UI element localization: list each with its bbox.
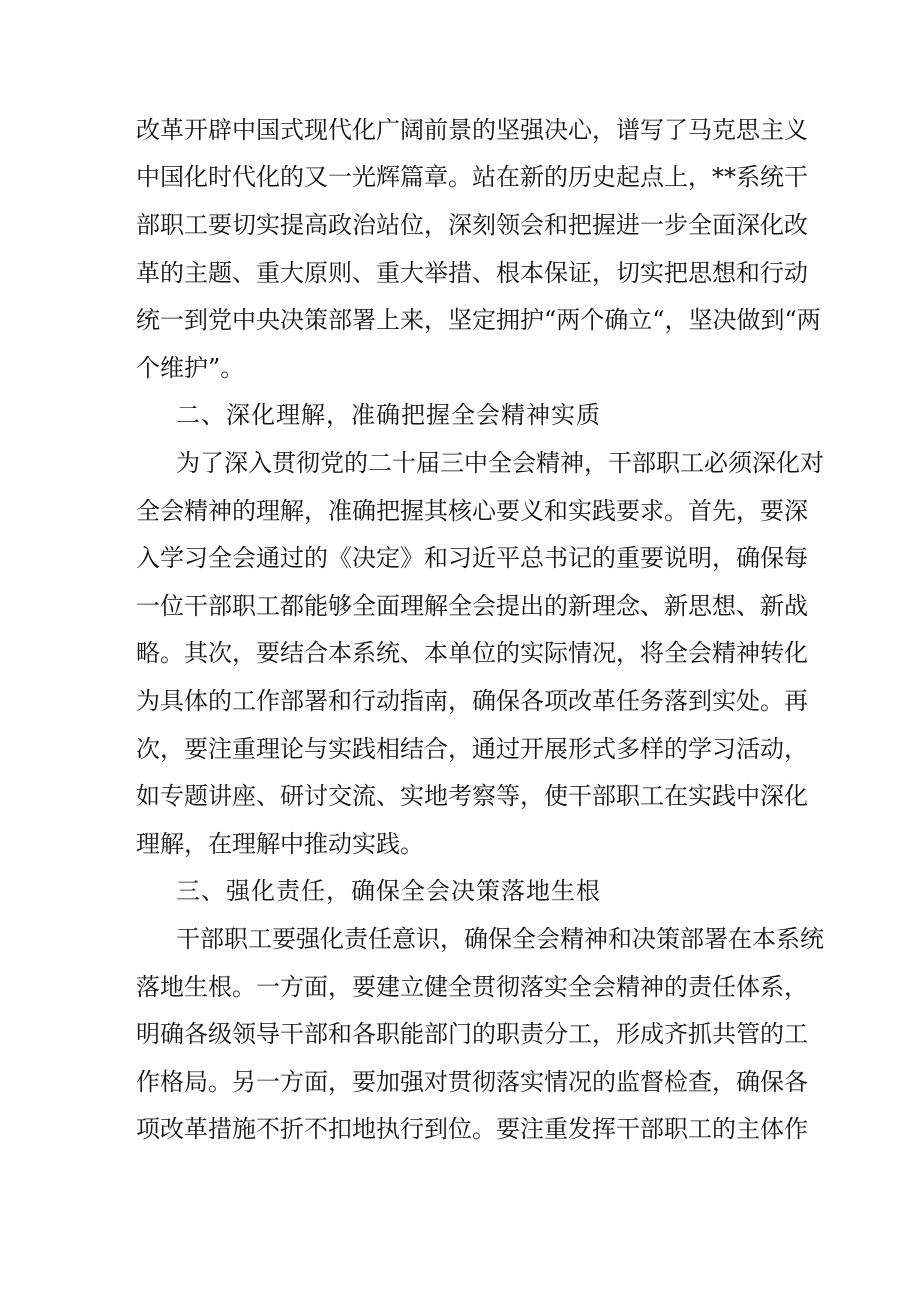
- paragraph-1-line-5: 统一到党中央决策部署上来，坚定拥护“两个确立“，坚决做到“两: [136, 306, 821, 334]
- paragraph-1-line-2: 中国化时代化的又一光辉篇章。站在新的历史起点上，**系统干: [136, 163, 808, 191]
- paragraph-1-line-3: 部职工要切实提高政治站位，深刻领会和把握进一步全面深化改: [136, 211, 808, 239]
- paragraph-2-line-1: 为了深入贯彻党的二十届三中全会精神，干部职工必须深化对: [176, 449, 824, 477]
- paragraph-2-line-4: 一位干部职工都能够全面理解全会提出的新理念、新思想、新战: [136, 592, 808, 620]
- paragraph-1-line-4: 革的主题、重大原则、重大举措、根本保证，切实把思想和行动: [136, 259, 808, 287]
- paragraph-2-line-3: 入学习全会通过的《决定》和习近平总书记的重要说明，确保每: [136, 544, 808, 572]
- paragraph-3-line-1: 干部职工要强化责任意识，确保全会精神和决策部署在本系统: [176, 925, 824, 953]
- paragraph-3-line-4: 作格局。另一方面，要加强对贯彻落实情况的监督检查，确保各: [136, 1068, 808, 1096]
- paragraph-3-line-2: 落地生根。一方面，要建立健全贯彻落实全会精神的责任体系，: [136, 973, 808, 1001]
- section-heading-2: 二、深化理解，准确把握全会精神实质: [176, 401, 601, 429]
- paragraph-2-line-6: 为具体的工作部署和行动指南，确保各项改革任务落到实处。再: [136, 687, 808, 715]
- paragraph-1-line-6: 个维护”。: [136, 354, 245, 382]
- paragraph-1-line-1: 改革开辟中国式现代化广阔前景的坚强决心，谱写了马克思主义: [136, 116, 808, 144]
- paragraph-2-line-7: 次，要注重理论与实践相结合，通过开展形式多样的学习活动，: [136, 735, 808, 763]
- section-heading-3: 三、强化责任，确保全会决策落地生根: [176, 877, 601, 905]
- paragraph-2-line-9: 理解，在理解中推动实践。: [136, 830, 424, 858]
- paragraph-3-line-5: 项改革措施不折不扣地执行到位。要注重发挥干部职工的主体作: [136, 1115, 808, 1143]
- paragraph-3-line-3: 明确各级领导干部和各职能部门的职责分工，形成齐抓共管的工: [136, 1020, 808, 1048]
- paragraph-2-line-8: 如专题讲座、研讨交流、实地考察等，使干部职工在实践中深化: [136, 782, 808, 810]
- paragraph-2-line-5: 略。其次，要结合本系统、本单位的实际情况，将全会精神转化: [136, 639, 808, 667]
- paragraph-2-line-2: 全会精神的理解，准确把握其核心要义和实践要求。首先，要深: [136, 497, 808, 525]
